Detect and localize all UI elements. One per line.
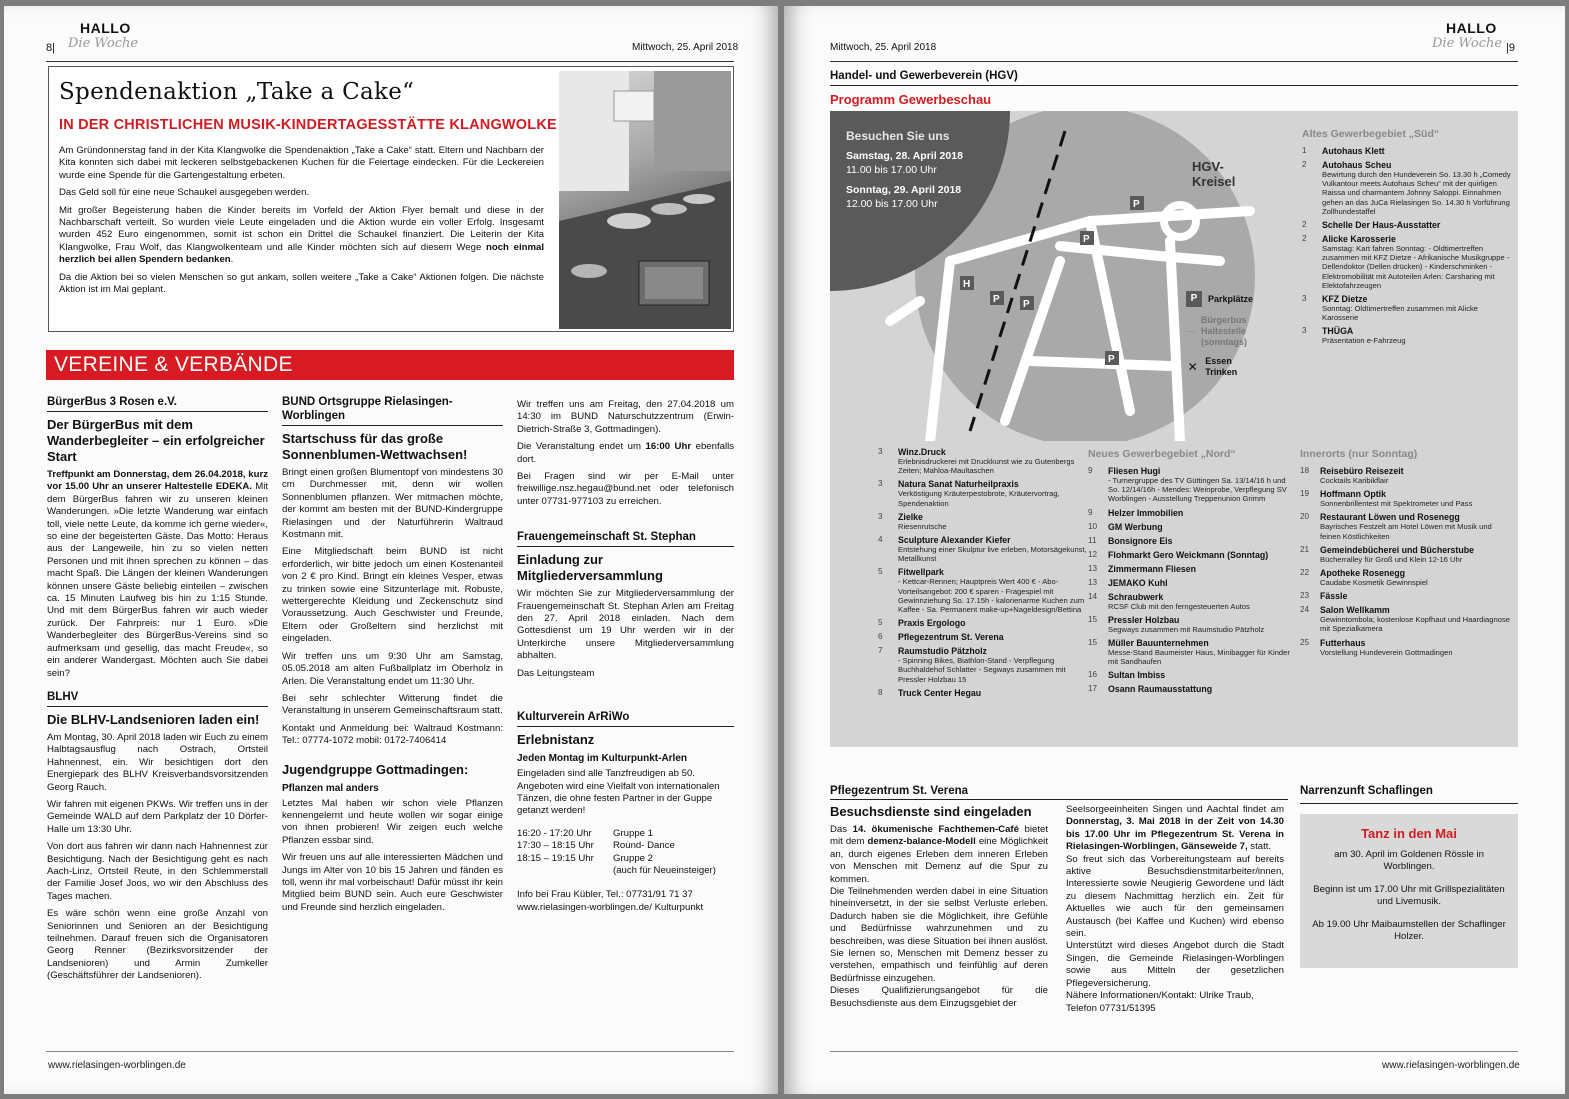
exhibitor-list: [1088, 466, 1298, 694]
exhibitor-name: Reisebüro Reisezeit: [1320, 466, 1404, 476]
divider: [47, 411, 268, 412]
exhibitor-description: Bewirtung durch den Hundeverein So. 13.30 h „Comedy Vulkantour meets Autohaus Scheu“ mit der quirligen Raissa und charmantem Johnny Saloppi. Einnahmen gehen an das JuCa Rielasingen So. 14.30 h Vorführung Zollhundestaffel: [1322, 170, 1511, 216]
column-3: [517, 399, 734, 914]
exhibitor-name: Hoffmann Optik: [1320, 489, 1386, 500]
exhibitor-number: 2: [1302, 234, 1307, 244]
exhibitor-name: Zielke: [898, 511, 923, 522]
article-subtitle: IN DER CHRISTLICHEN MUSIK-KINDERTAGESSTÄTTE KLANGWOLKE: [59, 117, 557, 133]
exhibitor-item: [1088, 592, 1298, 611]
exhibitor-name: Salon Wellkamm: [1320, 605, 1390, 616]
exhibitor-number: 7: [878, 646, 883, 656]
exhibitor-number: 15: [1088, 614, 1098, 624]
hgv-title: Programm Gewerbeschau: [830, 92, 992, 107]
exhibitor-name: Truck Center Hegau: [898, 687, 982, 698]
exhibitor-number: 12: [1088, 549, 1098, 559]
exhibitor-number: 25: [1300, 637, 1310, 647]
food-icon: ✕: [1187, 359, 1198, 374]
exhibitor-item: [1300, 466, 1514, 485]
paragraph: Am Gründonnerstag fand in der Kita Klangwolke die Spendenaktion „Take a Cake“ statt. Eltern und Nachbarn der Kita konnten sich dabei mit leckeren selbstgebackenen Kuchen für die Feiertage eindecken. Für die Leckereien wurde eine Spende für die Gartengestaltung erbeten.: [59, 145, 544, 181]
org-name: BUND Ortsgruppe Rielasingen-Worblingen: [282, 396, 453, 422]
column-1: [47, 395, 268, 983]
article-headline: Jugendgruppe Gottmadingen:: [282, 761, 469, 777]
group-innerorts: [1300, 445, 1514, 661]
exhibitor-number: 16: [1088, 670, 1098, 680]
exhibitor-number: 4: [878, 535, 883, 545]
exhibitor-description: Messe-Stand Baumeister Haus, Minibagger für Kinder mit Sandhaufen: [1108, 648, 1290, 667]
exhibitor-name: Restaurant Löwen und Rosenegg: [1320, 512, 1460, 523]
exhibitor-name: Bonsignore Eis: [1108, 535, 1173, 546]
exhibitor-description: Riesenrutsche: [898, 521, 947, 531]
exhibitor-number: 3: [1302, 294, 1307, 304]
article-headline: Einladung zur Mitgliederversammlung: [517, 552, 663, 584]
event-line: Beginn ist um 17.00 Uhr mit Grillspezialitäten und Livemusik.: [1313, 883, 1505, 908]
paragraph: Das 14. ökumenische Fachthemen-Café bietet mit dem demenz-balance-Modell eine Möglichkeit an, durch eigenes Erleben dem inneren Erleben von Menschen mit Demenz auf die Spur zu kommen.: [830, 824, 1048, 885]
exhibitor-number: 20: [1300, 512, 1310, 522]
divider: [1300, 803, 1518, 804]
svg-text:P: P: [993, 294, 1000, 305]
header-rule: [46, 61, 734, 62]
group-title: Neues Gewerbegebiet „Nord“: [1088, 448, 1236, 460]
event-line: am 30. April im Goldenen Rössle in Worblingen.: [1334, 849, 1484, 873]
exhibitor-item: [878, 632, 1088, 642]
schedule-note: (auch für Neueinsteiger): [613, 864, 716, 876]
exhibitor-number: 18: [1300, 466, 1310, 475]
exhibitor-item: [878, 447, 1088, 475]
section-header-vereine: VEREINE & VERBÄNDE: [46, 350, 734, 380]
exhibitor-item: [1302, 146, 1512, 156]
exhibitor-name: Natura Sanat Naturheilpraxis: [898, 479, 1019, 490]
exhibitor-description: Samstag: Kart fahren Sonntag: - Oldtimertreffen zusammen mit KFZ Dietze - Afrikanische Musikgruppe - Dellendoktor (Dellen drücken) - Kinderschminken - Elektromobilität mit Autoteilen Arlen: Carsharing mit Elektofahrzeugen: [1322, 244, 1510, 290]
exhibitor-number: 13: [1088, 563, 1098, 573]
footer-url[interactable]: www.rielasingen-worblingen.de: [48, 1060, 186, 1071]
exhibitor-number: 24: [1300, 605, 1310, 615]
divider: [517, 546, 734, 547]
exhibitor-item: [1302, 220, 1512, 230]
paragraph: www.rielasingen-worblingen.de/ Kulturpunkt: [517, 901, 704, 913]
paragraph: Nähere Informationen/Kontakt: Ulrike Traub, Telefon 07731/51395: [1066, 990, 1254, 1014]
paragraph: Die Veranstaltung endet um 16:00 Uhr ebenfalls dort.: [517, 441, 735, 465]
svg-text:P: P: [1083, 234, 1090, 245]
exhibitor-item: [1088, 550, 1298, 560]
exhibitor-description: Verköstigung Kräuterpestobrote, Kräutervortrag, Spendenaktion: [898, 489, 1060, 508]
visit-date: Sonntag, 29. April 2018: [846, 184, 962, 196]
exhibitor-item: [1302, 234, 1512, 290]
paragraph: Es wäre schön wenn eine große Anzahl von Seniorinnen und Senioren an der Besichtigung teilnehmen. Darauf freuen sich die Organisatoren Georg Renner (Bezirksvorsitzender der Landsenioren) und Armin Zumkeller (Geschäftsführer der Landsenioren).: [47, 908, 268, 982]
exhibitor-name: Flohmarkt Gero Weickmann (Sonntag): [1108, 549, 1269, 560]
exhibitor-number: 3: [878, 479, 883, 489]
org-name: Pflegezentrum St. Verena: [830, 785, 969, 797]
narren-event-box: [1300, 814, 1518, 968]
exhibitor-name: Fitwellpark: [898, 567, 944, 578]
org-name: Frauengemeinschaft St. Stephan: [517, 531, 696, 544]
exhibitor-description: Präsentation e-Fahrzeug: [1322, 336, 1406, 346]
paragraph: Dieses Qualifizierungsangebot für die Besuchsdienste aus dem Einzugsgebiet der: [830, 985, 1048, 1009]
exhibitor-item: [878, 567, 1088, 614]
exhibitor-description: Sonnenbrillentest mit Spektrometer und Pass: [1320, 499, 1473, 509]
exhibitor-description: Vorstellung Hundeverein Gottmadingen: [1320, 647, 1453, 657]
exhibitor-description: RCSF Club mit den ferngesteuerten Autos: [1108, 601, 1250, 611]
divider: [282, 425, 503, 426]
paragraph: Wir möchten Sie zur Mitgliederversammlung der Frauengemeinschaft St. Stephan Arlen am Freitag den 27. April 2018 einladen. Nach dem Gottesdienst um 19 Uhr werden wir in der Unterkirche unsere Mitgliederversammlung abhalten.: [517, 588, 734, 662]
paragraph: Am Montag, 30. April 2018 laden wir Euch zu einem Halbtagsausflug nach Ostrach, Ortsteil Hahnennest, ein. Wir besichtigen dort den Energiepark des BLHV Kreisverbandsvorsitzenden Georg Rauch.: [47, 731, 268, 793]
event-line: Ab 19.00 Uhr Maibaumstellen der Schaflinger Holzer.: [1312, 918, 1506, 943]
paragraph: Eine Mitgliedschaft beim BUND ist nicht erforderlich, wir bitte jedoch um einen Kostenanteil von 2 € pro Kind. Bringt ein kleines Vesper, etwas zu trinken sowie eine Sitzunterlage mit. Robuste, wettergerechte Kleidung und Zeckenschutz sind Voraussetzung. Auch Geschwister und Freunde, Eltern oder Großeltern sind herzlichst mit eingeladen.: [282, 546, 503, 645]
exhibitor-number: 3: [878, 511, 883, 521]
exhibitor-name: Sultan Imbiss: [1108, 670, 1166, 681]
paragraph: Unterstützt wird dieses Angebot durch die Stadt Singen, die Gemeinde Rielasingen-Worblingen sowie aus Mitteln der gesetzlichen Pflegeversicherung.: [1066, 940, 1284, 989]
exhibitor-name: Fässle: [1320, 591, 1348, 602]
paragraph: Bringt einen großen Blumentopf von mindestens 30 cm Durchmesser mit, denn wir wollen Sonnenblumen pflanzen. Wer mitmachen möchte, der kommt am besten mit der BUND-Kindergruppe Rielasingen und der Naturführerin Waltraud Kostmann mit.: [282, 467, 503, 541]
exhibitor-number: 15: [1088, 638, 1098, 648]
paragraph: Von dort aus fahren wir dann nach Hahnennest zur Besichtigung. Nach der Besichtigung geht es nach Aach-Linz, Ortsteil Reute, in den Schlemmerstall der Familie Josef Joos, wo wir den Abschluss des Tages machen.: [47, 841, 268, 902]
bus-stop-icon: ⋯: [1186, 326, 1195, 336]
visit-date: Samstag, 28. April 2018: [846, 150, 963, 162]
org-name: Narrenzunft Schaflingen: [1300, 785, 1433, 797]
pflege-column-2: [1066, 804, 1284, 1015]
article-headline: Der BürgerBus mit dem Wanderbegleiter – ein erfolgreicher Start: [47, 417, 265, 464]
exhibitor-number: 21: [1300, 544, 1310, 554]
page-number: 8|: [46, 42, 55, 54]
exhibitor-item: [1088, 508, 1298, 518]
paragraph: Bei sehr schlechter Witterung findet die Veranstaltung in unserem Gemeinschaftsraum statt.: [282, 692, 503, 717]
exhibitor-number: 9: [1088, 466, 1093, 475]
exhibitor-name: Pressler Holzbau: [1108, 614, 1180, 625]
exhibitor-item: [1300, 605, 1514, 633]
org-name: BLHV: [47, 690, 79, 703]
dance-schedule: [517, 828, 734, 878]
pflege-column-1: [830, 804, 1048, 1010]
exhibitor-item: [878, 688, 1088, 698]
paragraph: Da die Aktion bei so vielen Menschen so gut ankam, sollen weitere „Take a Cake“ Aktionen folgen. Die nächste Aktion ist im Mai geplant.: [59, 271, 544, 296]
exhibitor-name: JEMAKO Kuhl: [1108, 577, 1168, 588]
page-number: |9: [1506, 42, 1515, 54]
paragraph: Info bei Frau Kübler, Tel.: 07731/91 71 37: [517, 889, 693, 901]
org-name: Handel- und Gewerbeverein (HGV): [830, 70, 1018, 82]
paragraph: Wir fahren mit eigenen PKWs. Wir treffen uns in der Gemeinde WALD auf dem Parkplatz der 10 Dörfer-Halle um 13:30 Uhr.: [47, 798, 268, 835]
exhibitor-description: Erlebnisdruckerei mit Druckkunst wie zu Gutenbergs Zeiten; Mahloa-Maultaschen: [898, 457, 1075, 476]
exhibitor-list: [1302, 146, 1512, 346]
exhibitor-description: Bücherralley für Groß und Klein 12-16 Uhr: [1320, 554, 1463, 564]
exhibitor-name: Apotheke Rosenegg: [1320, 568, 1406, 579]
paragraph: So freut sich das Vorbereitungsteam auf bereits aktive Besuchsdienstmitarbeiter/innen, Interessierte sowie Neugierig Gewordene und lädt zu diesem Nachmittag herzlich ein. Zeit für Aktuelles wie auch für den gemeinsamen Austausch (bei Kaffee und Kuchen) wird ebenso sein.: [1066, 853, 1284, 940]
exhibitor-number: 23: [1300, 591, 1310, 601]
brand-subtitle: Die Woche: [68, 36, 139, 51]
exhibitor-number: 17: [1088, 684, 1098, 694]
exhibitor-name: Osann Raumausstattung: [1108, 684, 1213, 695]
exhibitor-name: Winz.Druck: [898, 447, 946, 457]
exhibitor-number: 2: [1302, 160, 1307, 169]
exhibitor-item: [878, 618, 1088, 628]
exhibitor-list: [878, 447, 1088, 698]
right-page: [784, 6, 1565, 1094]
exhibitor-item: [1088, 684, 1298, 694]
exhibitor-description: Cocktails Karibikflair: [1320, 476, 1389, 485]
group-sued: [1302, 125, 1512, 350]
exhibitor-name: Praxis Ergologo: [898, 618, 966, 629]
exhibitor-name: Fliesen Hugi: [1108, 466, 1161, 476]
exhibitor-number: 8: [878, 687, 883, 697]
exhibitor-name: Autohaus Scheu: [1322, 160, 1392, 170]
gewerbeschau-panel: [830, 111, 1518, 747]
paragraph: Kontakt und Anmeldung bei: Waltraud Kostmann: Tel.: 07774-1072 mobil: 0172-7406414: [282, 722, 503, 747]
divider: [830, 799, 1288, 800]
exhibitor-item: [1302, 294, 1512, 322]
exhibitor-number: 13: [1088, 577, 1098, 587]
exhibitor-item: [1088, 564, 1298, 574]
visit-time: 11.00 bis 17.00 Uhr: [846, 164, 937, 176]
exhibitor-number: 3: [1302, 326, 1307, 336]
paragraph: Letztes Mal haben wir schon viele Pflanzen kennengelernt und heute wollen wir sogar einige von ihnen probieren! Wir zeigen euch welche Pflanzen essbar sind.: [282, 797, 503, 846]
exhibitor-item: [1300, 545, 1514, 564]
exhibitor-name: Alicke Karosserie: [1322, 234, 1396, 245]
footer-rule: [46, 1051, 734, 1052]
exhibitor-description: - Turnergruppe des TV Güttingen Sa. 13/14/16 h und So. 12/14/16h - Mendes: Weinprobe, Verpflegung SV Worblingen - Ausstellung Treppenunion Grimm: [1108, 476, 1287, 504]
exhibitor-item: [878, 535, 1088, 563]
exhibitor-item: [1088, 522, 1298, 532]
exhibitor-name: Müller Bauunternehmen: [1108, 638, 1209, 649]
exhibitor-number: 5: [878, 618, 883, 628]
exhibitor-name: Autohaus Klett: [1322, 146, 1385, 156]
exhibitor-description: Entstehung einer Skulptur live erleben, Motorsägekunst, Metallkunst: [898, 545, 1087, 564]
exhibitor-name: THÜGA: [1322, 326, 1354, 337]
article-title: Spendenaktion „Take a Cake“: [59, 79, 415, 105]
paragraph: Wir treffen uns um 9:30 Uhr am Samstag, 05.05.2018 am alten Fußballplatz im Oberholz in Arlen. Die Veranstaltung endet um 11:30 Uhr.: [282, 650, 503, 687]
exhibitor-name: Sculpture Alexander Kiefer: [898, 535, 1011, 546]
brand-logo: HALLO: [1446, 20, 1497, 36]
paragraph: Bei Fragen sind wir per E-Mail unter freiwillige.nsz.hegau@bund.net oder telefonisch unter 07731-977103 zu erreichen.: [517, 471, 734, 507]
brand-logo: HALLO: [80, 20, 131, 36]
exhibitor-name: Pflegezentrum St. Verena: [898, 632, 1004, 643]
exhibitor-number: 10: [1088, 521, 1098, 531]
exhibitor-description: Segways zusammen mit Raumstudio Pätzholz: [1108, 624, 1265, 634]
paragraph: Eingeladen sind alle Tanzfreudigen ab 50. Angeboten wird eine Vielfalt von internationalen Tänzen, die ohne festen Partner in der Guppe getanzt werden!: [517, 768, 720, 817]
paragraph: Seelsorgeeinheiten Singen und Aachtal findet am Donnerstag, 3. Mai 2018 in der Zeit von 14.30 bis 17.00 Uhr im Pflegezentrum St. Verena in Rielasingen-Worblingen, Gänseweide 7, statt.: [1066, 804, 1284, 853]
spende-article: [48, 66, 734, 332]
exhibitor-number: 2: [1302, 220, 1307, 230]
exhibitor-description: Bayrisches Festzelt am Hotel Löwen mit Musik und feinen Köstlichkeiten: [1320, 522, 1492, 541]
exhibitor-item: [1302, 160, 1512, 216]
exhibitor-name: Schelle Der Haus-Ausstatter: [1322, 220, 1441, 231]
exhibitor-item: [1088, 615, 1298, 634]
article-subhead: Pflanzen mal anders: [282, 782, 379, 794]
exhibitor-number: 14: [1088, 591, 1098, 601]
paragraph: Wir treffen uns am Freitag, den 27.04.2018 um 14:30 im BUND Naturschutzzentrum (Erwin-Dietrich-Straße 3, Gottmadingen).: [517, 399, 734, 435]
kreisel-label: HGV-Kreisel: [1192, 159, 1236, 189]
paragraph: Treffpunkt am Donnerstag, dem 26.04.2018, kurz vor 15.00 Uhr an unserer Haltestelle EDEKA. Mit dem BürgerBus fahren wir zu unseren kleinen Wanderungen. »Die letzte Wanderung war einfach toll, viele nette Leute, da komme ich gerne wieder«, so eine der begeisterten Gäste. Das Motto: Heraus aus der Langeweile, hin zu so vielen netten Personen und mit ihnen sprechen zu können – das macht Spaß. Die Längen der kleinen Wanderungen können unsere Gäste beliebig einteilen – zwischen ca. 15 Minuten Laufweg bis hin zu 1:15 Stunde. Und mit dem BürgerBus fahren wir auch wieder zurück. Der Fahrpreis: nur 1 Euro. »Die Wanderbegleiter des BürgerBus-Vereins sind so aufmerksam und gesellig, das macht Freude«, so ein anderer Wandergast. Möchten auch Sie dabei sein?: [47, 469, 268, 679]
paragraph: Wir freuen uns auf alle interessierten Mädchen und Jungs im Alter von 10 bis 15 Jahren und fänden es toll, wenn ihr mal vorbeischaut! Dafür müsst ihr kein Mitglied beim BUND sein. Auch eure Geschwister und Freunde sind herzlich eingeladen.: [282, 852, 503, 913]
exhibitor-name: Zimmermann Fliesen: [1108, 563, 1196, 574]
divider: [830, 85, 1518, 86]
visit-title: Besuchen Sie uns: [846, 129, 950, 143]
article-body: [59, 145, 544, 296]
exhibitor-description: - Kettcar-Rennen; Hauptpreis Wert 400 € - Abo-Vorteilsangebot: 200 € sparen - Fragespiel mit Gewinnziehung So. 17.15h - kalorienarme Kuchen zum Kaffee - Sa. Permanent make-up+Nageldesign/Bettina: [898, 577, 1085, 615]
exhibitor-item: [878, 479, 1088, 507]
article-headline: Besuchsdienste sind eingeladen: [830, 804, 1032, 819]
group-title: Altes Gewerbegebiet „Süd“: [1302, 128, 1440, 140]
exhibitor-description: Gewinntombola; kostenlose Kopfhaut und Haardiagnose mit Spezialkamera: [1320, 615, 1510, 634]
event-title: Tanz in den Mai: [1361, 826, 1457, 841]
svg-text:P: P: [1108, 354, 1115, 365]
svg-text:P: P: [1023, 299, 1030, 310]
header-rule: [830, 61, 1518, 62]
exhibitor-item: [1302, 326, 1512, 345]
group-west: [878, 447, 1088, 702]
footer-rule: [830, 1051, 1518, 1052]
exhibitor-item: [1088, 638, 1298, 666]
exhibitor-description: Sonntag: Oldtimertreffen zusammen mit Alicke Karosserie: [1322, 304, 1479, 323]
divider: [517, 726, 734, 727]
paragraph: Das Leitungsteam: [517, 667, 595, 679]
org-name: BürgerBus 3 Rosen e.V.: [47, 396, 177, 408]
exhibitor-item: [1088, 536, 1298, 546]
paragraph: Mit großer Begeisterung haben die Kinder bereits im Vorfeld der Aktion Flyer bemalt und diese in der Nachbarschaft verteilt. So wurden viele Leute eingeladen und die Aktion wurde ein voller Erfolg. Insgesamt wurden 452 Euro eingenommen, somit ist schon ein Drittel die Schaukel finanziert. Die Leiterin der Kita Klangwolke, Frau Wolf, das Klangwolkenteam und alle Kinder möchten sich auf diesem Wege noch einmal herzlich bei allen Spendern bedanken.: [59, 204, 544, 266]
exhibitor-description: Caudabe Kosmetik Gewinnspiel: [1320, 578, 1428, 588]
exhibitor-item: [1300, 591, 1514, 601]
exhibitor-name: KFZ Dietze: [1322, 294, 1368, 305]
photo-illustration: [559, 71, 731, 329]
brand-subtitle: Die Woche: [1432, 36, 1503, 51]
exhibitor-item: [1300, 568, 1514, 587]
exhibitor-number: 22: [1300, 568, 1310, 578]
issue-date: Mittwoch, 25. April 2018: [632, 42, 739, 53]
group-nord: [1088, 445, 1298, 698]
exhibitor-item: [1088, 578, 1298, 588]
exhibitor-item: [1088, 670, 1298, 680]
org-name: Kulturverein ArRiWo: [517, 711, 630, 724]
exhibitor-number: 6: [878, 632, 883, 642]
exhibitor-name: Raumstudio Pätzholz: [898, 646, 987, 657]
left-page: [4, 6, 778, 1094]
exhibitor-item: [1300, 512, 1514, 540]
parking-icon: P: [1186, 291, 1202, 307]
map-legend: P Parkplätze ⋯ Bürgerbus Haltestelle (sonntags) ✕ Essen Trinken: [1186, 293, 1254, 377]
divider: [47, 706, 268, 707]
exhibitor-number: 19: [1300, 489, 1310, 499]
exhibitor-number: 1: [1302, 146, 1307, 155]
column-2: [282, 395, 503, 914]
issue-date: Mittwoch, 25. April 2018: [830, 42, 937, 53]
cake-sale-photo: [559, 71, 731, 329]
exhibitor-number: 9: [1088, 507, 1093, 517]
svg-text:P: P: [1133, 199, 1140, 210]
schedule-row: 17:30 – 18:15 Uhr Round- Dance: [517, 840, 675, 852]
group-title: Innerorts (nur Sonntag): [1300, 448, 1418, 460]
exhibitor-name: Futterhaus: [1320, 637, 1366, 648]
exhibitor-name: Gemeindebücherei und Bücherstube: [1320, 544, 1474, 555]
exhibitor-number: 3: [878, 447, 883, 456]
exhibitor-number: 5: [878, 567, 883, 577]
paragraph: Die Teilnehmenden werden dabei in eine Situation hineinversetzt, in der sie selbst Verluste erleben. Dadurch haben sie die Möglichkeit, ihre Gefühle und Bedürfnisse wahrzunehmen und zu beschreiben, was diese Situation bei ihnen auslöst. Sie lernen so, Menschen mit Demenz besser zu verstehen, empathisch und feinfühlig auf deren Bedürfnisse einzugehen.: [830, 886, 1048, 984]
exhibitor-name: GM Werbung: [1108, 521, 1163, 532]
article-headline: Die BLHV-Landsenioren laden ein!: [47, 711, 260, 727]
visit-time: 12.00 bis 17.00 Uhr: [846, 198, 938, 210]
exhibitor-item: [1300, 638, 1514, 657]
exhibitor-item: [878, 512, 1088, 531]
article-headline: Erlebnistanz: [517, 732, 595, 748]
schedule-row: 16:20 - 17:20 Uhr Gruppe 1: [517, 827, 654, 839]
exhibitor-number: 11: [1088, 535, 1097, 545]
footer-url[interactable]: www.rielasingen-worblingen.de: [1382, 1060, 1520, 1071]
exhibitor-list: [1300, 466, 1514, 657]
exhibitor-name: Helzer Immobilien: [1108, 507, 1184, 518]
visit-times: [846, 129, 963, 211]
exhibitor-item: [1088, 466, 1298, 504]
svg-text:H: H: [963, 279, 971, 290]
exhibitor-description: - Spinning Bikes, Biathlon-Stand - Verpflegung Buchhaldehof Schlatter - Segways zusammen mit Pressler Holzbau 15: [898, 656, 1066, 684]
paragraph: Das Geld soll für eine neue Schaukel ausgegeben werden.: [59, 187, 310, 199]
exhibitor-name: Schraubwerk: [1108, 591, 1164, 602]
exhibitor-item: [878, 646, 1088, 684]
schedule-row: 18:15 – 19:15 Uhr Gruppe 2: [517, 852, 654, 864]
exhibitor-item: [1300, 489, 1514, 508]
article-headline: Startschuss für das große Sonnenblumen-Wettwachsen!: [282, 431, 468, 462]
article-subhead: Jeden Montag im Kulturpunkt-Arlen: [517, 753, 687, 765]
